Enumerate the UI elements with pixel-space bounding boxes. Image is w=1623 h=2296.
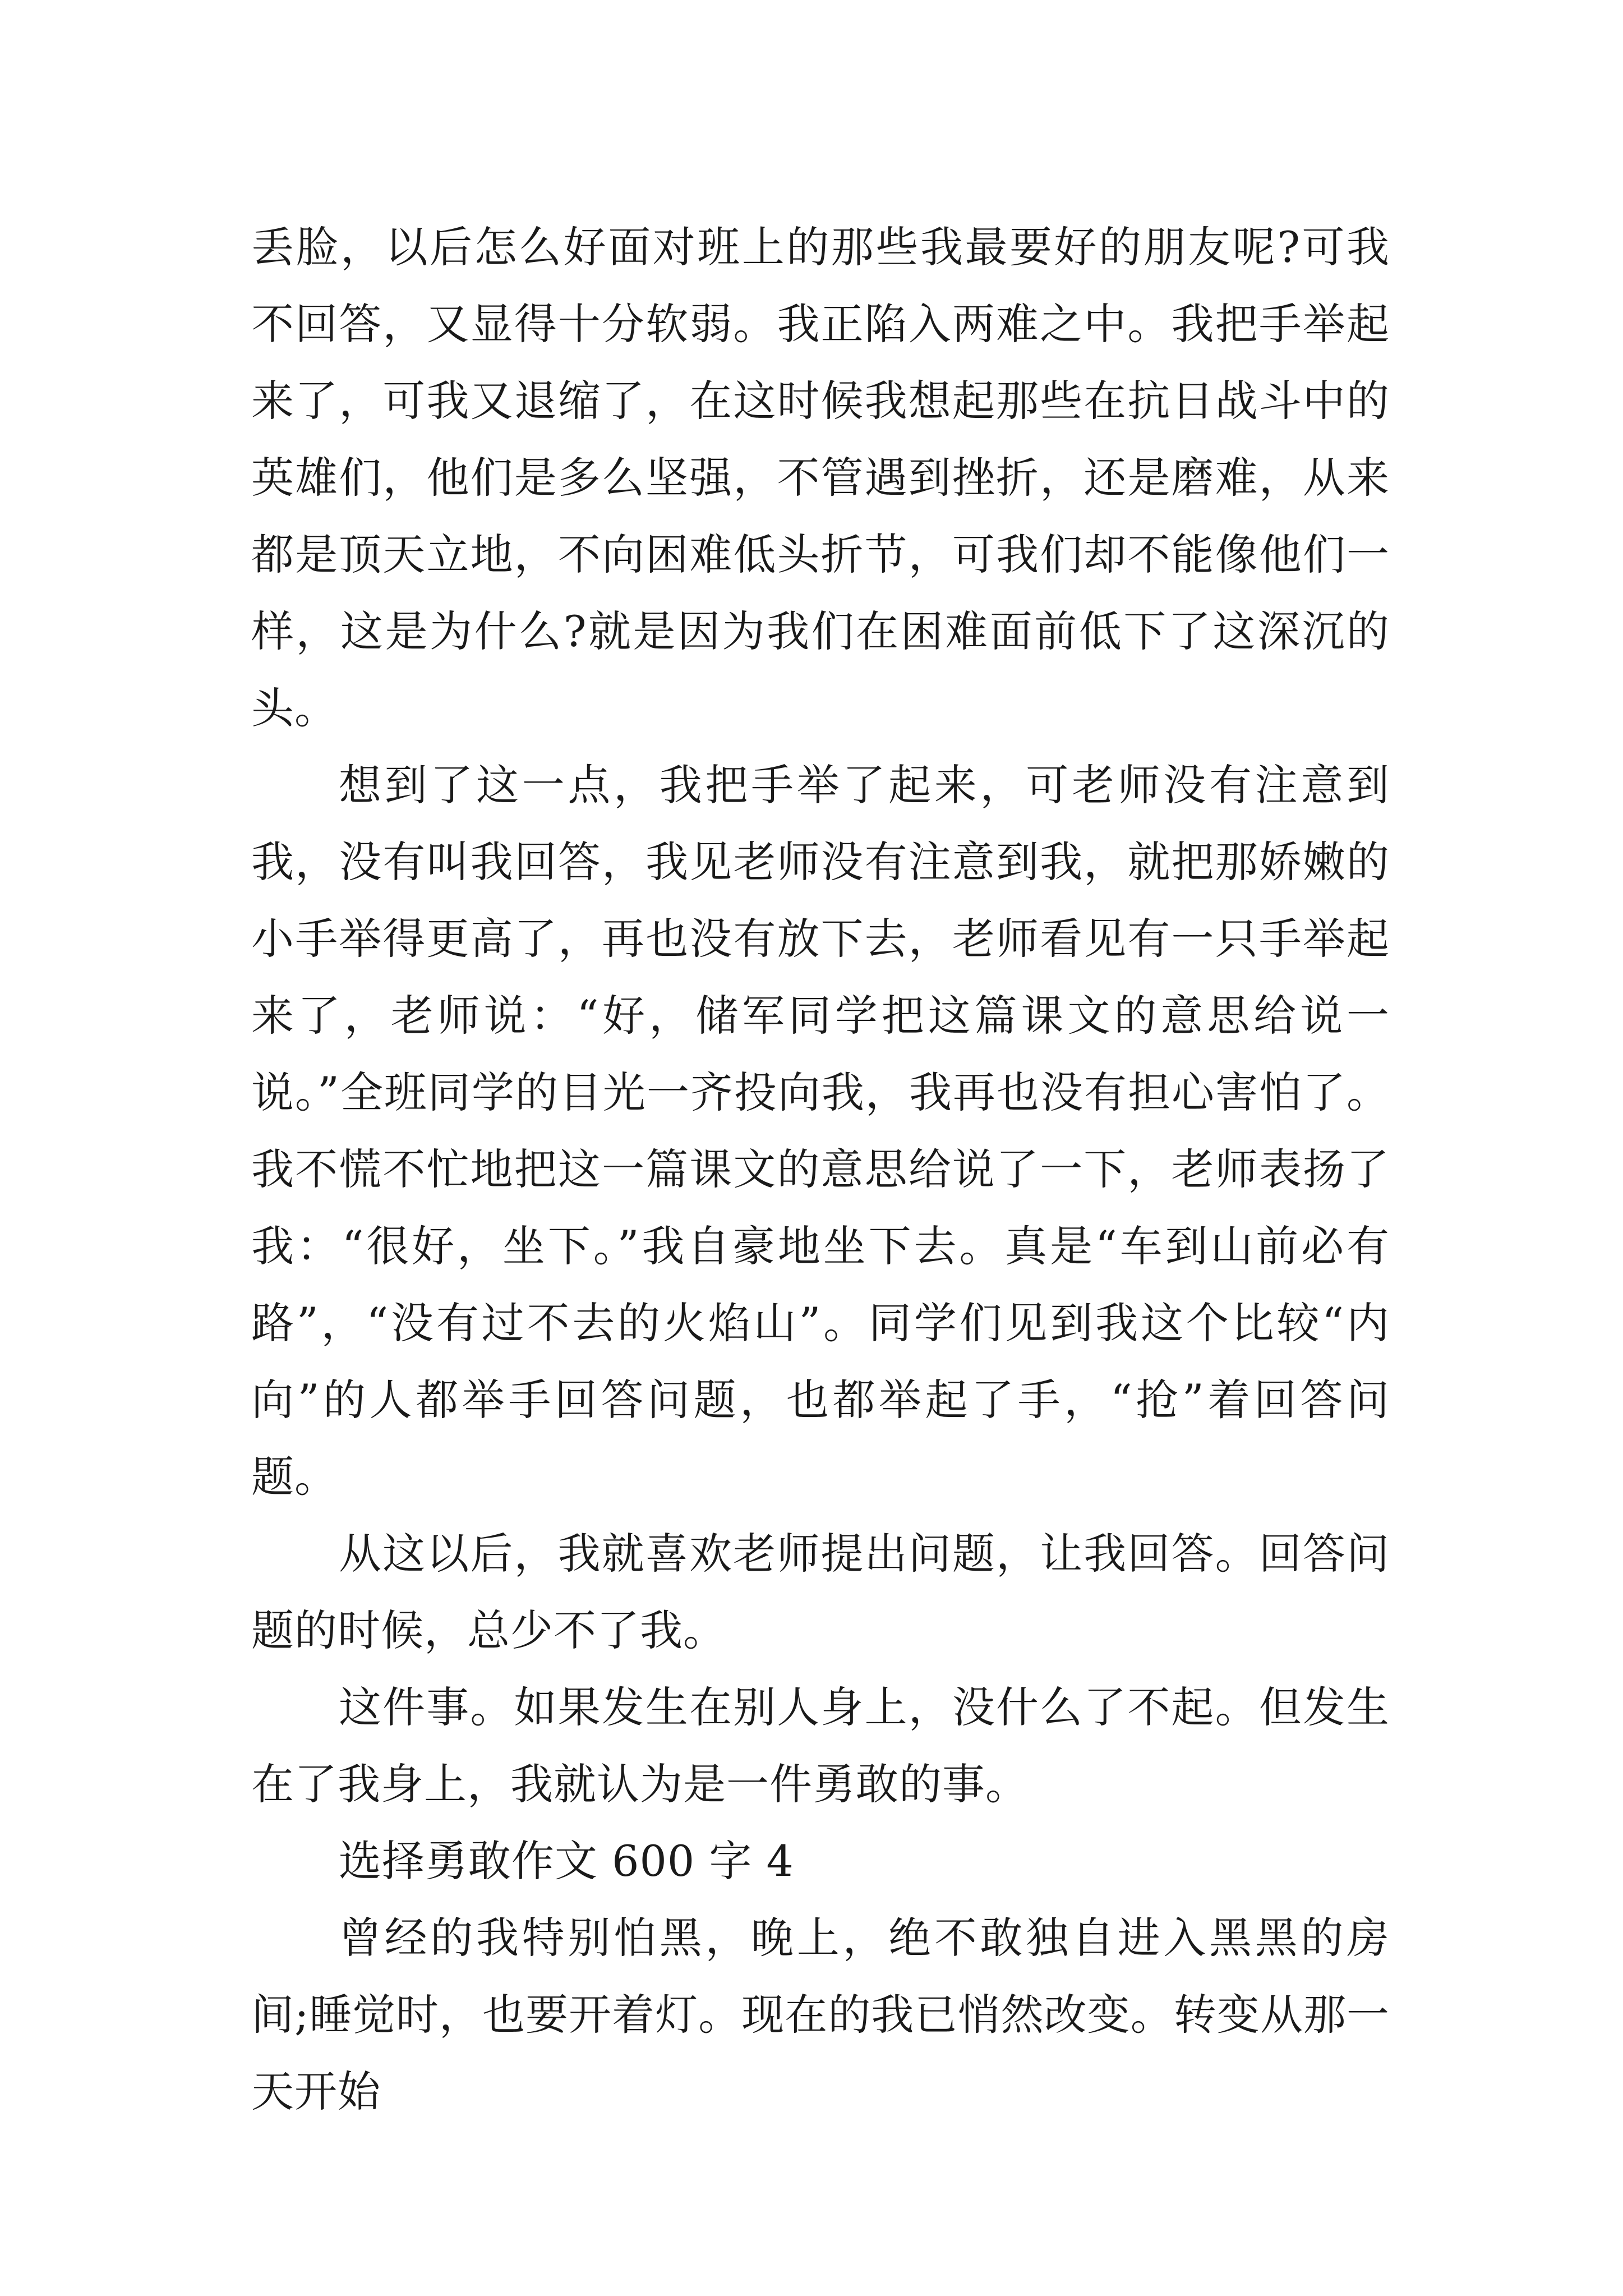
paragraph-1: 丢脸，以后怎么好面对班上的那些我最要好的朋友呢?可我不回答，又显得十分软弱。我正陷入两难之中。我把手举起来了，可我又退缩了，在这时候我想起那些在抗日战斗中的英雄们，他们是多么坚强，不管遇到挫折，还是磨难，从来都是顶天立地，不向困难低头折节，可我们却不能像他们一样，这是为什么?就是因为我们在困难面前低下了这深沉的头。 (251, 222, 1390, 733)
document-page (251, 209, 1390, 2130)
paragraph-5: 曾经的我特别怕黑，晚上，绝不敢独自进入黑黑的房间;睡觉时，也要开着灯。现在的我已悄然改变。转变从那一天开始 (251, 1913, 1390, 2116)
paragraph-3: 从这以后，我就喜欢老师提出问题，让我回答。回答问题的时候，总少不了我。 (251, 1529, 1390, 1655)
section-heading: 选择勇敢作文 600 字 4 (339, 1836, 794, 1886)
paragraph-2: 想到了这一点，我把手举了起来，可老师没有注意到我，没有叫我回答，我见老师没有注意到我，就把那娇嫩的小手举得更高了，再也没有放下去，老师看见有一只手举起来了，老师说：“好，储军同学把这篇课文的意思给说一说。”全班同学的目光一齐投向我，我再也没有担心害怕了。我不慌不忙地把这一篇课文的意思给说了一下，老师表扬了我：“很好，坐下。”我自豪地坐下去。真是“车到山前必有路”，“没有过不去的火焰山”。同学们见到我这个比较“内向”的人都举手回答问题，也都举起了手，“抢”着回答问题。 (251, 760, 1390, 1502)
paragraph-4: 这件事。如果发生在别人身上，没什么了不起。但发生在了我身上，我就认为是一件勇敢的事。 (251, 1682, 1390, 1809)
